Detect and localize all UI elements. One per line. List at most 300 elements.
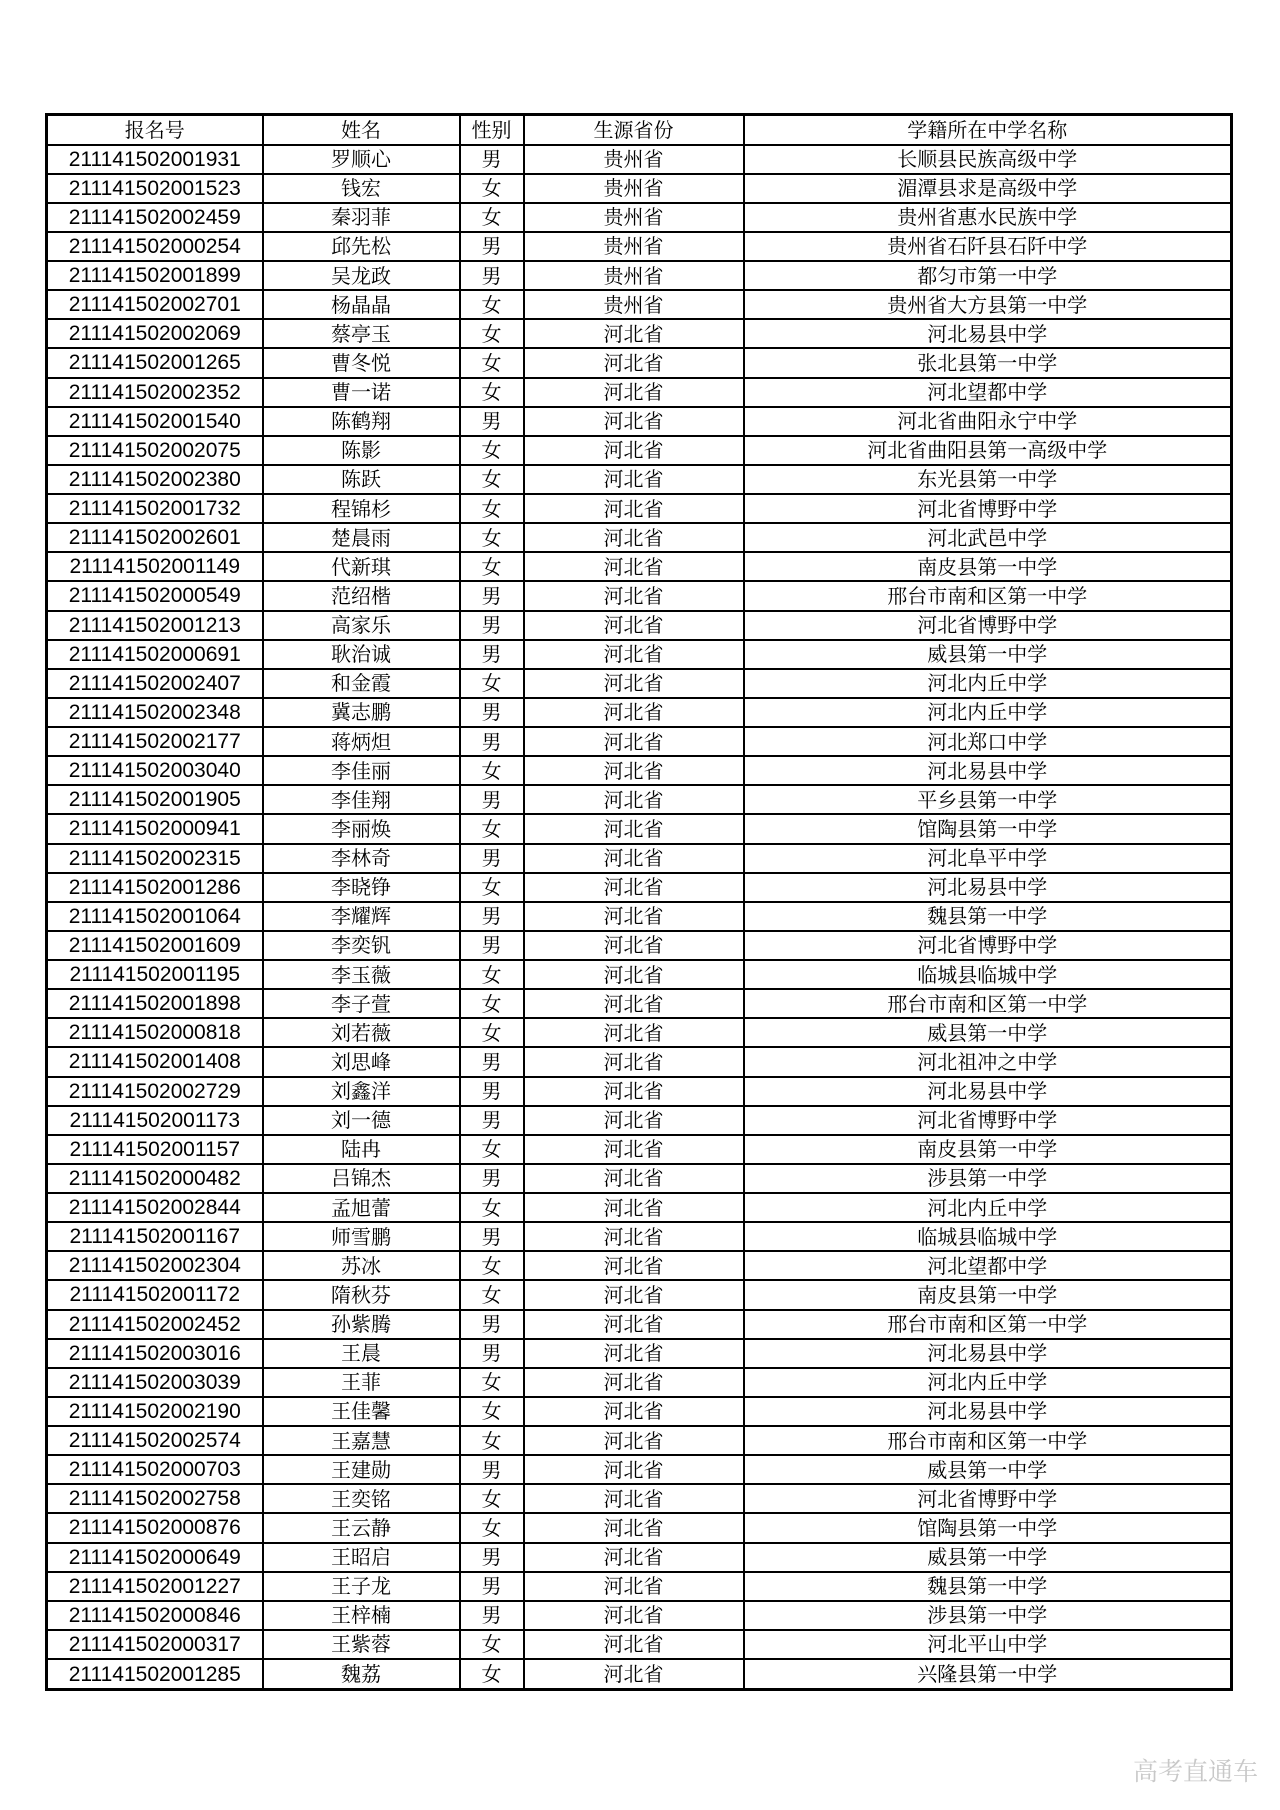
table-cell-school: 河北祖冲之中学 (744, 1047, 1232, 1076)
table-cell-school: 邢台市南和区第一中学 (744, 581, 1232, 610)
table-cell-gender: 男 (460, 1310, 524, 1339)
table-cell-name: 陆冉 (263, 1135, 460, 1164)
table-cell-province: 河北省 (524, 1164, 744, 1193)
table-cell-province: 河北省 (524, 407, 744, 436)
table-cell-gender: 女 (460, 1280, 524, 1309)
table-cell-gender: 男 (460, 611, 524, 640)
table-cell-gender: 男 (460, 1572, 524, 1601)
table-cell-reg-no: 211141502001227 (47, 1572, 263, 1601)
table-cell-name: 王建勋 (263, 1455, 460, 1484)
column-header-province: 生源省份 (524, 115, 744, 145)
table-cell-school: 河北易县中学 (744, 1397, 1232, 1426)
table-cell-name: 曹冬悦 (263, 348, 460, 377)
student-roster-table (45, 113, 1233, 1691)
table-cell-gender: 男 (460, 640, 524, 669)
table-cell-school: 贵州省大方县第一中学 (744, 290, 1232, 319)
table-row (47, 523, 1232, 552)
table-cell-province: 贵州省 (524, 203, 744, 232)
table-row (47, 844, 1232, 873)
table-cell-gender: 男 (460, 785, 524, 814)
table-cell-reg-no: 211141502002315 (47, 844, 263, 873)
table-cell-name: 罗顺心 (263, 145, 460, 174)
table-cell-school: 邢台市南和区第一中学 (744, 1426, 1232, 1455)
table-row (47, 465, 1232, 494)
table-cell-reg-no: 211141502001173 (47, 1106, 263, 1135)
table-cell-name: 王梓楠 (263, 1601, 460, 1630)
table-cell-school: 南皮县第一中学 (744, 552, 1232, 581)
table-cell-reg-no: 211141502002844 (47, 1193, 263, 1222)
table-cell-province: 河北省 (524, 552, 744, 581)
table-cell-school: 河北省博野中学 (744, 1484, 1232, 1513)
table-cell-school: 河北平山中学 (744, 1630, 1232, 1659)
table-row (47, 203, 1232, 232)
table-row (47, 1310, 1232, 1339)
table-row (47, 640, 1232, 669)
table-cell-province: 河北省 (524, 669, 744, 698)
table-cell-province: 河北省 (524, 436, 744, 465)
table-cell-province: 河北省 (524, 756, 744, 785)
table-cell-gender: 女 (460, 1426, 524, 1455)
table-cell-name: 程锦杉 (263, 494, 460, 523)
table-cell-reg-no: 211141502000649 (47, 1543, 263, 1572)
table-cell-reg-no: 211141502000482 (47, 1164, 263, 1193)
table-row (47, 290, 1232, 319)
table-row (47, 931, 1232, 960)
table-cell-name: 李玉薇 (263, 960, 460, 989)
table-cell-school: 馆陶县第一中学 (744, 814, 1232, 843)
table-cell-school: 邢台市南和区第一中学 (744, 1310, 1232, 1339)
table-cell-gender: 女 (460, 378, 524, 407)
table-cell-name: 吕锦杰 (263, 1164, 460, 1193)
table-cell-gender: 女 (460, 873, 524, 902)
table-cell-name: 陈影 (263, 436, 460, 465)
table-cell-province: 河北省 (524, 698, 744, 727)
table-row (47, 494, 1232, 523)
table-cell-province: 河北省 (524, 494, 744, 523)
table-cell-province: 河北省 (524, 1047, 744, 1076)
table-cell-name: 高家乐 (263, 611, 460, 640)
table-row (47, 1601, 1232, 1630)
table-cell-province: 贵州省 (524, 145, 744, 174)
table-row (47, 873, 1232, 902)
table-row (47, 436, 1232, 465)
table-cell-name: 陈跃 (263, 465, 460, 494)
table-cell-reg-no: 211141502001195 (47, 960, 263, 989)
table-cell-province: 河北省 (524, 1339, 744, 1368)
table-cell-name: 王昭启 (263, 1543, 460, 1572)
table-cell-gender: 女 (460, 1193, 524, 1222)
table-cell-reg-no: 211141502001213 (47, 611, 263, 640)
table-cell-name: 李子萱 (263, 989, 460, 1018)
table-row (47, 669, 1232, 698)
table-cell-school: 临城县临城中学 (744, 960, 1232, 989)
table-cell-gender: 女 (460, 1513, 524, 1542)
table-row (47, 1659, 1232, 1690)
table-cell-reg-no: 211141502002574 (47, 1426, 263, 1455)
table-cell-school: 河北省博野中学 (744, 931, 1232, 960)
table-cell-reg-no: 211141502002758 (47, 1484, 263, 1513)
table-cell-province: 河北省 (524, 902, 744, 931)
table-cell-school: 河北郑口中学 (744, 727, 1232, 756)
table-cell-province: 河北省 (524, 1310, 744, 1339)
table-cell-gender: 女 (460, 1397, 524, 1426)
table-cell-name: 蔡亭玉 (263, 319, 460, 348)
table-cell-name: 刘鑫洋 (263, 1077, 460, 1106)
table-cell-gender: 男 (460, 145, 524, 174)
table-row (47, 1426, 1232, 1455)
table-cell-province: 河北省 (524, 1135, 744, 1164)
table-cell-school: 河北易县中学 (744, 319, 1232, 348)
table-row (47, 1455, 1232, 1484)
table-row (47, 174, 1232, 203)
table-cell-province: 河北省 (524, 319, 744, 348)
table-cell-reg-no: 211141502000703 (47, 1455, 263, 1484)
table-cell-gender: 男 (460, 1106, 524, 1135)
table-row (47, 232, 1232, 261)
table-row (47, 1630, 1232, 1659)
table-cell-province: 河北省 (524, 1543, 744, 1572)
table-cell-reg-no: 211141502002601 (47, 523, 263, 552)
table-cell-school: 河北省博野中学 (744, 1106, 1232, 1135)
table-row (47, 785, 1232, 814)
table-cell-reg-no: 211141502001609 (47, 931, 263, 960)
table-cell-school: 威县第一中学 (744, 1455, 1232, 1484)
table-cell-reg-no: 211141502003040 (47, 756, 263, 785)
table-cell-school: 邢台市南和区第一中学 (744, 989, 1232, 1018)
table-cell-school: 长顺县民族高级中学 (744, 145, 1232, 174)
table-cell-province: 河北省 (524, 611, 744, 640)
table-cell-name: 隋秋芬 (263, 1280, 460, 1309)
table-cell-reg-no: 211141502000876 (47, 1513, 263, 1542)
table-cell-gender: 男 (460, 1543, 524, 1572)
table-cell-province: 贵州省 (524, 290, 744, 319)
table-cell-name: 师雪鹏 (263, 1222, 460, 1251)
table-row (47, 1513, 1232, 1542)
table-cell-school: 威县第一中学 (744, 1018, 1232, 1047)
table-cell-province: 贵州省 (524, 174, 744, 203)
table-cell-school: 威县第一中学 (744, 640, 1232, 669)
table-cell-reg-no: 211141502001265 (47, 348, 263, 377)
table-cell-name: 孙紫腾 (263, 1310, 460, 1339)
table-cell-school: 南皮县第一中学 (744, 1135, 1232, 1164)
table-cell-province: 河北省 (524, 1426, 744, 1455)
table-cell-province: 河北省 (524, 1193, 744, 1222)
table-cell-gender: 女 (460, 348, 524, 377)
table-cell-school: 河北省曲阳县第一高级中学 (744, 436, 1232, 465)
table-cell-gender: 女 (460, 174, 524, 203)
table-cell-gender: 男 (460, 261, 524, 290)
table-cell-school: 平乡县第一中学 (744, 785, 1232, 814)
table-row (47, 378, 1232, 407)
table-cell-gender: 男 (460, 727, 524, 756)
table-cell-reg-no: 211141502001172 (47, 1280, 263, 1309)
table-cell-province: 河北省 (524, 873, 744, 902)
table-cell-province: 河北省 (524, 989, 744, 1018)
table-row (47, 1572, 1232, 1601)
table-cell-gender: 女 (460, 436, 524, 465)
table-cell-reg-no: 211141502000317 (47, 1630, 263, 1659)
table-cell-province: 河北省 (524, 814, 744, 843)
table-cell-province: 河北省 (524, 1601, 744, 1630)
table-cell-gender: 男 (460, 1047, 524, 1076)
table-row (47, 1543, 1232, 1572)
table-row (47, 145, 1232, 174)
table-header-row (47, 115, 1232, 145)
table-cell-gender: 女 (460, 1484, 524, 1513)
table-row (47, 1018, 1232, 1047)
table-row (47, 698, 1232, 727)
table-cell-name: 李丽焕 (263, 814, 460, 843)
table-cell-province: 河北省 (524, 640, 744, 669)
table-row (47, 1368, 1232, 1397)
table-cell-reg-no: 211141502000254 (47, 232, 263, 261)
table-cell-reg-no: 211141502002069 (47, 319, 263, 348)
table-header (47, 115, 1232, 145)
table-cell-name: 李耀辉 (263, 902, 460, 931)
table-cell-name: 范绍楷 (263, 581, 460, 610)
table-cell-name: 王嘉慧 (263, 1426, 460, 1455)
table-cell-gender: 女 (460, 319, 524, 348)
table-cell-gender: 女 (460, 203, 524, 232)
table-cell-gender: 女 (460, 290, 524, 319)
table-cell-school: 河北易县中学 (744, 756, 1232, 785)
table-cell-province: 河北省 (524, 1251, 744, 1280)
table-cell-gender: 女 (460, 465, 524, 494)
table-cell-gender: 男 (460, 1164, 524, 1193)
table-cell-reg-no: 211141502001286 (47, 873, 263, 902)
table-cell-school: 河北省博野中学 (744, 494, 1232, 523)
table-cell-name: 冀志鹏 (263, 698, 460, 727)
table-cell-name: 李晓铮 (263, 873, 460, 902)
table-cell-reg-no: 211141502000691 (47, 640, 263, 669)
table-cell-province: 河北省 (524, 1280, 744, 1309)
table-cell-province: 河北省 (524, 1106, 744, 1135)
column-header-gender: 性别 (460, 115, 524, 145)
table-cell-reg-no: 211141502001167 (47, 1222, 263, 1251)
table-cell-name: 王云静 (263, 1513, 460, 1542)
table-cell-province: 贵州省 (524, 261, 744, 290)
table-row (47, 611, 1232, 640)
table-cell-school: 河北阜平中学 (744, 844, 1232, 873)
table-cell-name: 刘一德 (263, 1106, 460, 1135)
table-row (47, 814, 1232, 843)
table-cell-gender: 女 (460, 989, 524, 1018)
table-cell-name: 吴龙政 (263, 261, 460, 290)
table-row (47, 1222, 1232, 1251)
table-cell-name: 魏荔 (263, 1659, 460, 1690)
table-cell-name: 李林奇 (263, 844, 460, 873)
table-cell-school: 魏县第一中学 (744, 902, 1232, 931)
table-cell-reg-no: 211141502002075 (47, 436, 263, 465)
table-cell-reg-no: 211141502001157 (47, 1135, 263, 1164)
table-cell-province: 河北省 (524, 348, 744, 377)
table-cell-gender: 男 (460, 698, 524, 727)
table-cell-name: 刘思峰 (263, 1047, 460, 1076)
table-cell-province: 河北省 (524, 1572, 744, 1601)
table-cell-name: 邱先松 (263, 232, 460, 261)
table-cell-province: 河北省 (524, 1484, 744, 1513)
table-cell-gender: 男 (460, 1601, 524, 1630)
table-cell-gender: 男 (460, 1077, 524, 1106)
column-header-name: 姓名 (263, 115, 460, 145)
table-cell-school: 魏县第一中学 (744, 1572, 1232, 1601)
table-cell-province: 河北省 (524, 1513, 744, 1542)
table-cell-province: 河北省 (524, 465, 744, 494)
table-cell-reg-no: 211141502002701 (47, 290, 263, 319)
table-cell-school: 河北望都中学 (744, 378, 1232, 407)
table-row (47, 1106, 1232, 1135)
table-row (47, 581, 1232, 610)
column-header-school: 学籍所在中学名称 (744, 115, 1232, 145)
table-cell-reg-no: 211141502002452 (47, 1310, 263, 1339)
table-cell-name: 李佳翔 (263, 785, 460, 814)
table-cell-school: 河北内丘中学 (744, 1193, 1232, 1222)
table-cell-gender: 男 (460, 1455, 524, 1484)
table-cell-reg-no: 211141502002407 (47, 669, 263, 698)
table-cell-school: 涉县第一中学 (744, 1601, 1232, 1630)
table-row (47, 960, 1232, 989)
table-cell-school: 涉县第一中学 (744, 1164, 1232, 1193)
table-cell-gender: 女 (460, 1018, 524, 1047)
table-cell-gender: 男 (460, 931, 524, 960)
table-cell-reg-no: 211141502001905 (47, 785, 263, 814)
table-cell-gender: 男 (460, 844, 524, 873)
table-cell-province: 河北省 (524, 378, 744, 407)
table-cell-name: 王佳馨 (263, 1397, 460, 1426)
table-row (47, 1251, 1232, 1280)
table-cell-reg-no: 211141502001149 (47, 552, 263, 581)
table-cell-reg-no: 211141502001064 (47, 902, 263, 931)
table-cell-name: 钱宏 (263, 174, 460, 203)
table-cell-reg-no: 211141502000549 (47, 581, 263, 610)
table-row (47, 1280, 1232, 1309)
table-cell-name: 蒋炳炟 (263, 727, 460, 756)
table-row (47, 552, 1232, 581)
table-cell-reg-no: 211141502002304 (47, 1251, 263, 1280)
table-cell-reg-no: 211141502002177 (47, 727, 263, 756)
table-cell-reg-no: 211141502001898 (47, 989, 263, 1018)
table-cell-reg-no: 211141502000941 (47, 814, 263, 843)
table-row (47, 1164, 1232, 1193)
table-cell-reg-no: 211141502001285 (47, 1659, 263, 1690)
table-cell-gender: 女 (460, 1135, 524, 1164)
table-cell-province: 河北省 (524, 581, 744, 610)
table-cell-province: 河北省 (524, 1368, 744, 1397)
table-cell-reg-no: 211141502000846 (47, 1601, 263, 1630)
table-row (47, 1193, 1232, 1222)
table-cell-school: 河北内丘中学 (744, 1368, 1232, 1397)
table-cell-gender: 男 (460, 1222, 524, 1251)
table-cell-reg-no: 211141502000818 (47, 1018, 263, 1047)
table-cell-reg-no: 211141502002459 (47, 203, 263, 232)
table-cell-reg-no: 211141502001931 (47, 145, 263, 174)
table-cell-name: 王菲 (263, 1368, 460, 1397)
table-cell-name: 代新琪 (263, 552, 460, 581)
table-cell-school: 贵州省石阡县石阡中学 (744, 232, 1232, 261)
table-cell-school: 河北内丘中学 (744, 698, 1232, 727)
table-cell-province: 河北省 (524, 1630, 744, 1659)
table-cell-reg-no: 211141502001540 (47, 407, 263, 436)
table-cell-reg-no: 211141502002729 (47, 1077, 263, 1106)
table-row (47, 1484, 1232, 1513)
table-row (47, 989, 1232, 1018)
table-cell-school: 馆陶县第一中学 (744, 1513, 1232, 1542)
table-cell-school: 河北易县中学 (744, 1339, 1232, 1368)
table-row (47, 1339, 1232, 1368)
table-cell-name: 李奕钒 (263, 931, 460, 960)
table-cell-gender: 女 (460, 960, 524, 989)
table-cell-name: 和金霞 (263, 669, 460, 698)
table-cell-school: 河北省曲阳永宁中学 (744, 407, 1232, 436)
table-cell-name: 王奕铭 (263, 1484, 460, 1513)
table-cell-school: 兴隆县第一中学 (744, 1659, 1232, 1690)
table-cell-province: 河北省 (524, 785, 744, 814)
table-row (47, 1135, 1232, 1164)
table-cell-school: 河北武邑中学 (744, 523, 1232, 552)
table-row (47, 1397, 1232, 1426)
table-row (47, 756, 1232, 785)
table-cell-gender: 男 (460, 1339, 524, 1368)
table-cell-gender: 男 (460, 232, 524, 261)
table-cell-reg-no: 211141502002190 (47, 1397, 263, 1426)
table-cell-gender: 女 (460, 494, 524, 523)
table-row (47, 348, 1232, 377)
table-cell-gender: 男 (460, 407, 524, 436)
table-cell-province: 河北省 (524, 1222, 744, 1251)
table-body (47, 145, 1232, 1690)
table-cell-school: 贵州省惠水民族中学 (744, 203, 1232, 232)
table-cell-reg-no: 211141502001408 (47, 1047, 263, 1076)
table-cell-gender: 女 (460, 756, 524, 785)
table-cell-school: 河北望都中学 (744, 1251, 1232, 1280)
table-row (47, 407, 1232, 436)
table-cell-reg-no: 211141502002380 (47, 465, 263, 494)
table-cell-province: 河北省 (524, 844, 744, 873)
table-cell-reg-no: 211141502003039 (47, 1368, 263, 1397)
table-cell-province: 河北省 (524, 1455, 744, 1484)
table-cell-reg-no: 211141502001732 (47, 494, 263, 523)
table-cell-school: 南皮县第一中学 (744, 1280, 1232, 1309)
table-cell-gender: 女 (460, 1659, 524, 1690)
table-cell-reg-no: 211141502001899 (47, 261, 263, 290)
table-row (47, 261, 1232, 290)
table-cell-gender: 女 (460, 1251, 524, 1280)
table-cell-province: 河北省 (524, 960, 744, 989)
table-cell-gender: 女 (460, 814, 524, 843)
table-row (47, 727, 1232, 756)
table-cell-province: 河北省 (524, 727, 744, 756)
table-cell-reg-no: 211141502003016 (47, 1339, 263, 1368)
table-cell-province: 河北省 (524, 1659, 744, 1690)
table-cell-school: 东光县第一中学 (744, 465, 1232, 494)
table-cell-province: 河北省 (524, 1397, 744, 1426)
watermark-gaokao-zhitongche: 高考直通车 (1132, 1758, 1258, 1786)
table-cell-name: 王晨 (263, 1339, 460, 1368)
table-cell-name: 孟旭蕾 (263, 1193, 460, 1222)
table-cell-gender: 女 (460, 669, 524, 698)
table-cell-name: 楚晨雨 (263, 523, 460, 552)
table-cell-name: 王子龙 (263, 1572, 460, 1601)
table-cell-school: 临城县临城中学 (744, 1222, 1232, 1251)
table-cell-gender: 女 (460, 552, 524, 581)
table-cell-province: 河北省 (524, 1018, 744, 1047)
table-cell-name: 刘若薇 (263, 1018, 460, 1047)
table-cell-gender: 女 (460, 1630, 524, 1659)
table-cell-name: 苏冰 (263, 1251, 460, 1280)
table-cell-school: 威县第一中学 (744, 1543, 1232, 1572)
table-cell-name: 耿治诚 (263, 640, 460, 669)
table-cell-school: 河北内丘中学 (744, 669, 1232, 698)
